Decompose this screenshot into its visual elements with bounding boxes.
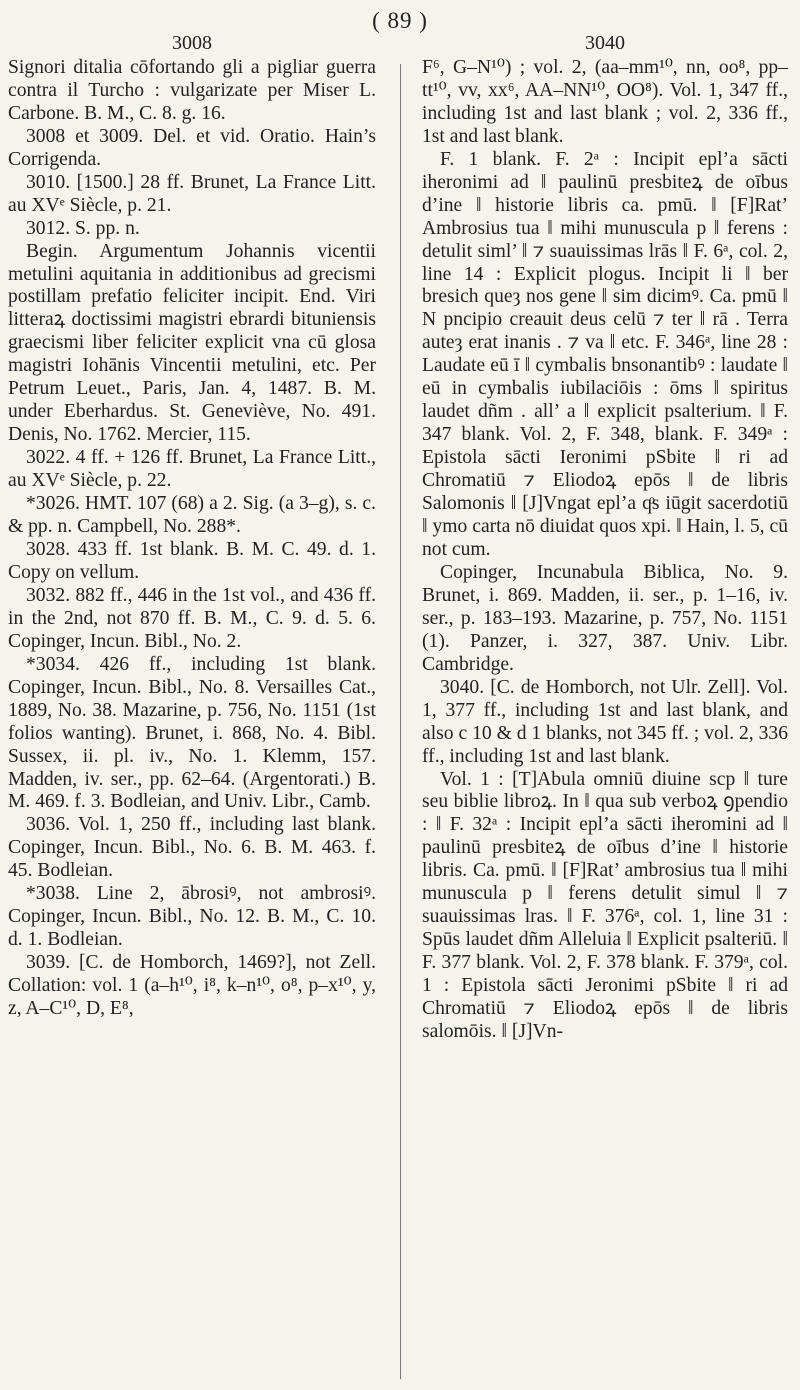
entry: 3012. S. pp. n. [26,217,140,239]
entry: 3032. 882 ff., 446 in the 1st vol., and 436 ff. in the 2nd, not 870 ff. B. M., C. 9. d. 5. 6. Copinger, Incun. Bibl., No. 2. [8,584,376,652]
entry: 3022. 4 ff. + 126 ff. Brunet, La France Litt., au XVᵉ Siècle, p. 22. [8,447,376,492]
entry: 3028. 433 ff. 1st blank. B. M. C. 49. d. 1. Copy on vellum. [8,538,376,583]
entry: *3026. HMT. 107 (68) a 2. Sig. (a 3–g), s. c. & pp. n. Campbell, No. 288*. [8,493,376,538]
entry: F. 1 blank. F. 2ᵃ : Incipit epl’a sācti iheronimi ad ‖ paulinū presbiteꝝ de oībus d’ine ‖ historie libris ca. pmū. ‖ [F]Rat’ Ambrosius tua ‖ mihi munuscula p ‖ ferens : detulit siml’ ‖ ⁊ suauissimas lrās ‖ F. 6ᵃ, col. 2, line 14 : Explicit plogus. Incipit li ‖ ber bresich queȝ nos gene ‖ sim dicimꝰ. Ca. pmū ‖ N pncipio creauit deus celū ⁊ ter ‖ rā . Terra auteȝ erat inanis . ⁊ va ‖ etc. F. 346ᵃ, line 28 : Laudate eū ī ‖ cymbalis bnsonantibꝰ : laudate ‖ eū in cymbalis iubilaciōis : ōms ‖ spiritus laudet dñm . all’ a ‖ explicit psalterium. ‖ F. 347 blank. Vol. 2, F. 348, blank. F. 349ᵃ : Epistola sācti Ieronimi pSbite ‖ ri ad Chromatiū ⁊ Eliodoꝝ epōs ‖ de libris Salomonis ‖ [J]Vngat epl’a qͦs iūgit sacerdotiū ‖ ymo carta nō diuidat quos xpi. ‖ Hain, l. 5, cū not cum. [422,148,788,560]
entry: 3039. [C. de Homborch, 1469?], not Zell. Collation: vol. 1 (a–h¹⁰, i⁸, k–n¹⁰, o⁸, p–x¹⁰, y, z, A–C¹⁰, D, E⁸, [8,952,376,1020]
entry: *3034. 426 ff., including 1st blank. Copinger, Incun. Bibl., No. 8. Versailles Cat., 1889, No. 38. Mazarine, p. 756, No. 1151 (1st folios wanting). Brunet, i. 868, No. 4. Bibl. Sussex, ii. pl. iv., No. 1. Klemm, 157. Madden, iv. ser., pp. 62–64. (Argentorati.) B. M. 469. f. 3. Bodleian, and Univ. Libr., Camb. [8,653,376,813]
entry: 3008 et 3009. Del. et vid. Oratio. Hain’s Corrigenda. [8,125,376,170]
entry: 3040. [C. de Homborch, not Ulr. Zell]. Vol. 1, 377 ff., including 1st and last blank, and also c 10 & d 1 blanks, not 345 ff. ; vol. 2, 336 ff., including 1st and last blank. [422,676,788,767]
column-divider [400,64,401,1379]
entry: *3038. Line 2, ābrosiꝰ, not ambrosiꝰ. Copinger, Incun. Bibl., No. 12. B. M., C. 10. d. 1. Bodleian. [8,883,376,951]
right-column [422,32,788,1044]
entry: 3036. Vol. 1, 250 ff., including last blank. Copinger, Incun. Bibl., No. 6. B. M. 463. f. 45. Bodleian. [8,814,376,882]
entry: Copinger, Incunabula Biblica, No. 9. Brunet, i. 869. Madden, ii. ser., p. 1–16, iv. ser., p. 183–193. Mazarine, p. 757, No. 1151 (1). Panzer, i. 327, 387. Univ. Libr. Cambridge. [422,561,788,675]
right-column-heading: 3040 [585,32,625,54]
entry: Signori ditalia cōfortando gli a pigliar guerra contra il Turcho : vulgarizate per Miser L. Carbone. B. M., C. 8. g. 16. [8,56,376,124]
entry: 3010. [1500.] 28 ff. Brunet, La France Litt. au XVᵉ Siècle, p. 21. [8,171,376,216]
left-column-heading: 3008 [172,32,212,54]
left-column [8,32,376,1021]
page-number: ( 89 ) [372,8,428,33]
entry: Vol. 1 : [T]Abula omniū diuine scp ‖ ture seu biblie libroꝝ. In ‖ qua sub verboꝝ ꝯpendio : ‖ F. 32ᵃ : Incipit epl’a sācti iheromini ad ‖ paulinū presbiteꝝ de oībus d’ine ‖ historie libris. Ca. pmū. ‖ [F]Rat’ ambrosius tua ‖ mihi munuscula p ‖ ferens detulit simul ‖ ⁊ suauissimas lras. ‖ F. 376ᵃ, col. 1, line 31 : Spūs laudet dñm Alleluia ‖ Explicit psalteriū. ‖ F. 377 blank. Vol. 2, F. 378 blank. F. 379ᵃ, col. 1 : Epistola sācti Jeronimi pSbite ‖ ri ad Chromatiū ⁊ Eliodoꝝ epōs ‖ de libris salomōis. ‖ [J]Vn- [422,768,788,1042]
entry: Begin. Argumentum Johannis vicentii metulini aquitania in additionibus ad grecismi postillam prefatio feliciter incipit. End. Viri litteraꝝ doctissimi magistri ebrardi bituniensis graecismi liber feliciter explicit vna cū glosa magistri Iohānis Vincentii metulini, etc. Per Petrum Leuet., Paris, Jan. 4, 1487. B. M. under Eberhardus. St. Geneviève, No. 491. Denis, No. 1762. Mercier, 115. [8,240,376,446]
entry-continuation: F⁶, G–N¹⁰) ; vol. 2, (aa–mm¹⁰, nn, oo⁸, pp–tt¹⁰, vv, xx⁶, AA–NN¹⁰, OO⁸). Vol. 1, 347 ff., including 1st and last blank ; vol. 2, 336 ff., 1st and last blank. [422,56,788,147]
